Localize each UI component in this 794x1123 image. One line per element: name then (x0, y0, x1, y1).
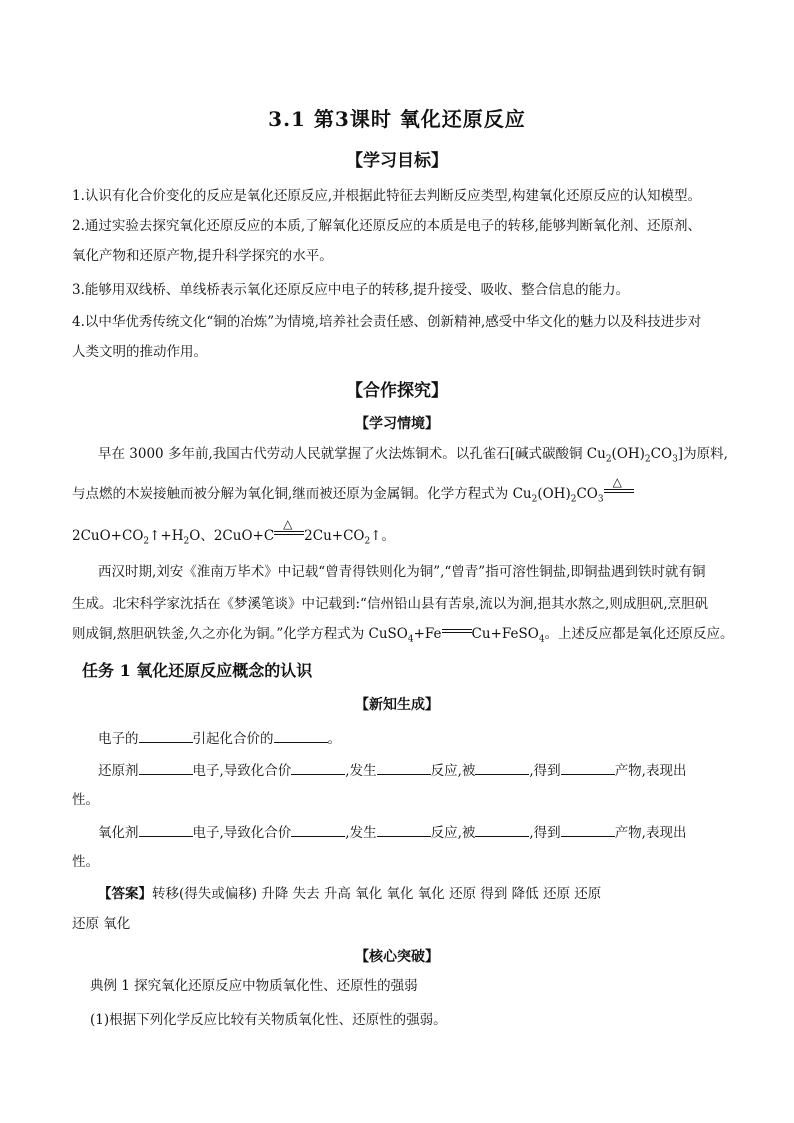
answer-blank[interactable] (291, 822, 345, 837)
para1-line3: $2CuO+CO_2↑+H_2O$、2CuO+C △ $2Cu+CO_2↑$。 (72, 517, 396, 547)
section-heading-goals: 【学习目标】 (346, 151, 448, 171)
goal-line-4: 3.能够用双线桥、单线桥表示氧化还原反应中电子的转移,提升接受、吸收、整合信息的能力。 (72, 282, 630, 298)
goal-line-3: 氧化产物和还原产物,提升科学探究的水平。 (72, 248, 333, 264)
goal-line-5: 4.以中华优秀传统文化“铜的冶炼”为情境,培养社会责任感、创新精神,感受中华文化的魅力以及科技进步对 (72, 314, 702, 330)
subheading-core: 【核心突破】 (355, 949, 439, 965)
para1-line1: 早在 3000 多年前,我国古代劳动人民就掌握了火法炼铜术。以孔雀石[碱式碳酸铜 $Cu_2(OH)_2CO_3$]为原料, (98, 446, 728, 465)
fill-line-2: 还原剂 电子,导致化合价 ,发生 反应,被 ,得到 产物,表现出 (98, 760, 686, 781)
heating-equation-sign-2: △ (274, 528, 304, 540)
answer-line-1: 【答案】转移(得失或偏移) 升降 失去 升高 氧化 氧化 氧化 还原 得到 降低 还原 还原 (98, 886, 602, 902)
example1-question: (1)根据下列化学反应比较有关物质氧化性、还原性的强弱。 (90, 1012, 447, 1028)
para2-line2: 生成。北宋科学家沈括在《梦溪笔谈》中记载到:“信州铅山县有苦泉,流以为涧,挹其水熬之,则成胆矾,烹胆矾 (72, 596, 709, 612)
answer-blank[interactable] (475, 822, 529, 837)
goal-line-6: 人类文明的推动作用。 (72, 344, 207, 360)
answer-blank[interactable] (139, 728, 193, 743)
answer-blank[interactable] (377, 822, 431, 837)
task1-heading: 任务 1 氧化还原反应概念的认识 (82, 661, 313, 680)
fill-line-1: 电子的 引起化合价的 。 (98, 728, 341, 749)
answer-blank[interactable] (561, 760, 615, 775)
answer-blank[interactable] (139, 760, 193, 775)
heating-equation-sign: △ (604, 486, 634, 498)
page-title: 3.1 第3课时 氧化还原反应 (268, 107, 526, 131)
subheading-newknow: 【新知生成】 (355, 697, 439, 713)
goal-line-2: 2.通过实验去探究氧化还原反应的本质,了解氧化还原反应的本质是电子的转移,能够判断氧化剂、还原剂、 (72, 218, 701, 234)
answer-blank[interactable] (561, 822, 615, 837)
fill-line-3: 氧化剂 电子,导致化合价 ,发生 反应,被 ,得到 产物,表现出 (98, 822, 686, 843)
answer-blank[interactable] (475, 760, 529, 775)
answer-blank[interactable] (377, 760, 431, 775)
fill-line-2b: 性。 (72, 792, 99, 808)
para1-line2: 与点燃的木炭接触而被分解为氧化铜,继而被还原为金属铜。化学方程式为 $Cu_2(OH)_2CO_3$ △ (72, 484, 634, 510)
para2-line1: 西汉时期,刘安《淮南万毕术》中记载“曾青得铁则化为铜”,“曾青”指可溶性铜盐,即铜盐遇到铁时就有铜 (98, 564, 706, 580)
para2-line3: 则成铜,熬胆矾铁釜,久之亦化为铜。”化学方程式为 CuSO$_4$+Fe Cu+FeSO$_4$。上述反应都是氧化还原反应。 (72, 626, 734, 645)
section-heading-explore: 【合作探究】 (346, 381, 448, 401)
subheading-situation: 【学习情境】 (355, 416, 439, 432)
fill-line-3b: 性。 (72, 854, 99, 870)
goal-line-1: 1.认识有化合价变化的反应是氧化还原反应,并根据此特征去判断反应类型,构建氧化还原反应的认知模型。 (72, 188, 701, 204)
answer-label: 【答案】 (98, 886, 152, 902)
answer-line-2: 还原 氧化 (72, 916, 131, 932)
example1-title: 典例 1 探究氧化还原反应中物质氧化性、还原性的强弱 (90, 978, 418, 994)
answer-blank[interactable] (291, 760, 345, 775)
answer-blank[interactable] (139, 822, 193, 837)
equation-sign (442, 626, 472, 638)
answer-blank[interactable] (274, 728, 328, 743)
